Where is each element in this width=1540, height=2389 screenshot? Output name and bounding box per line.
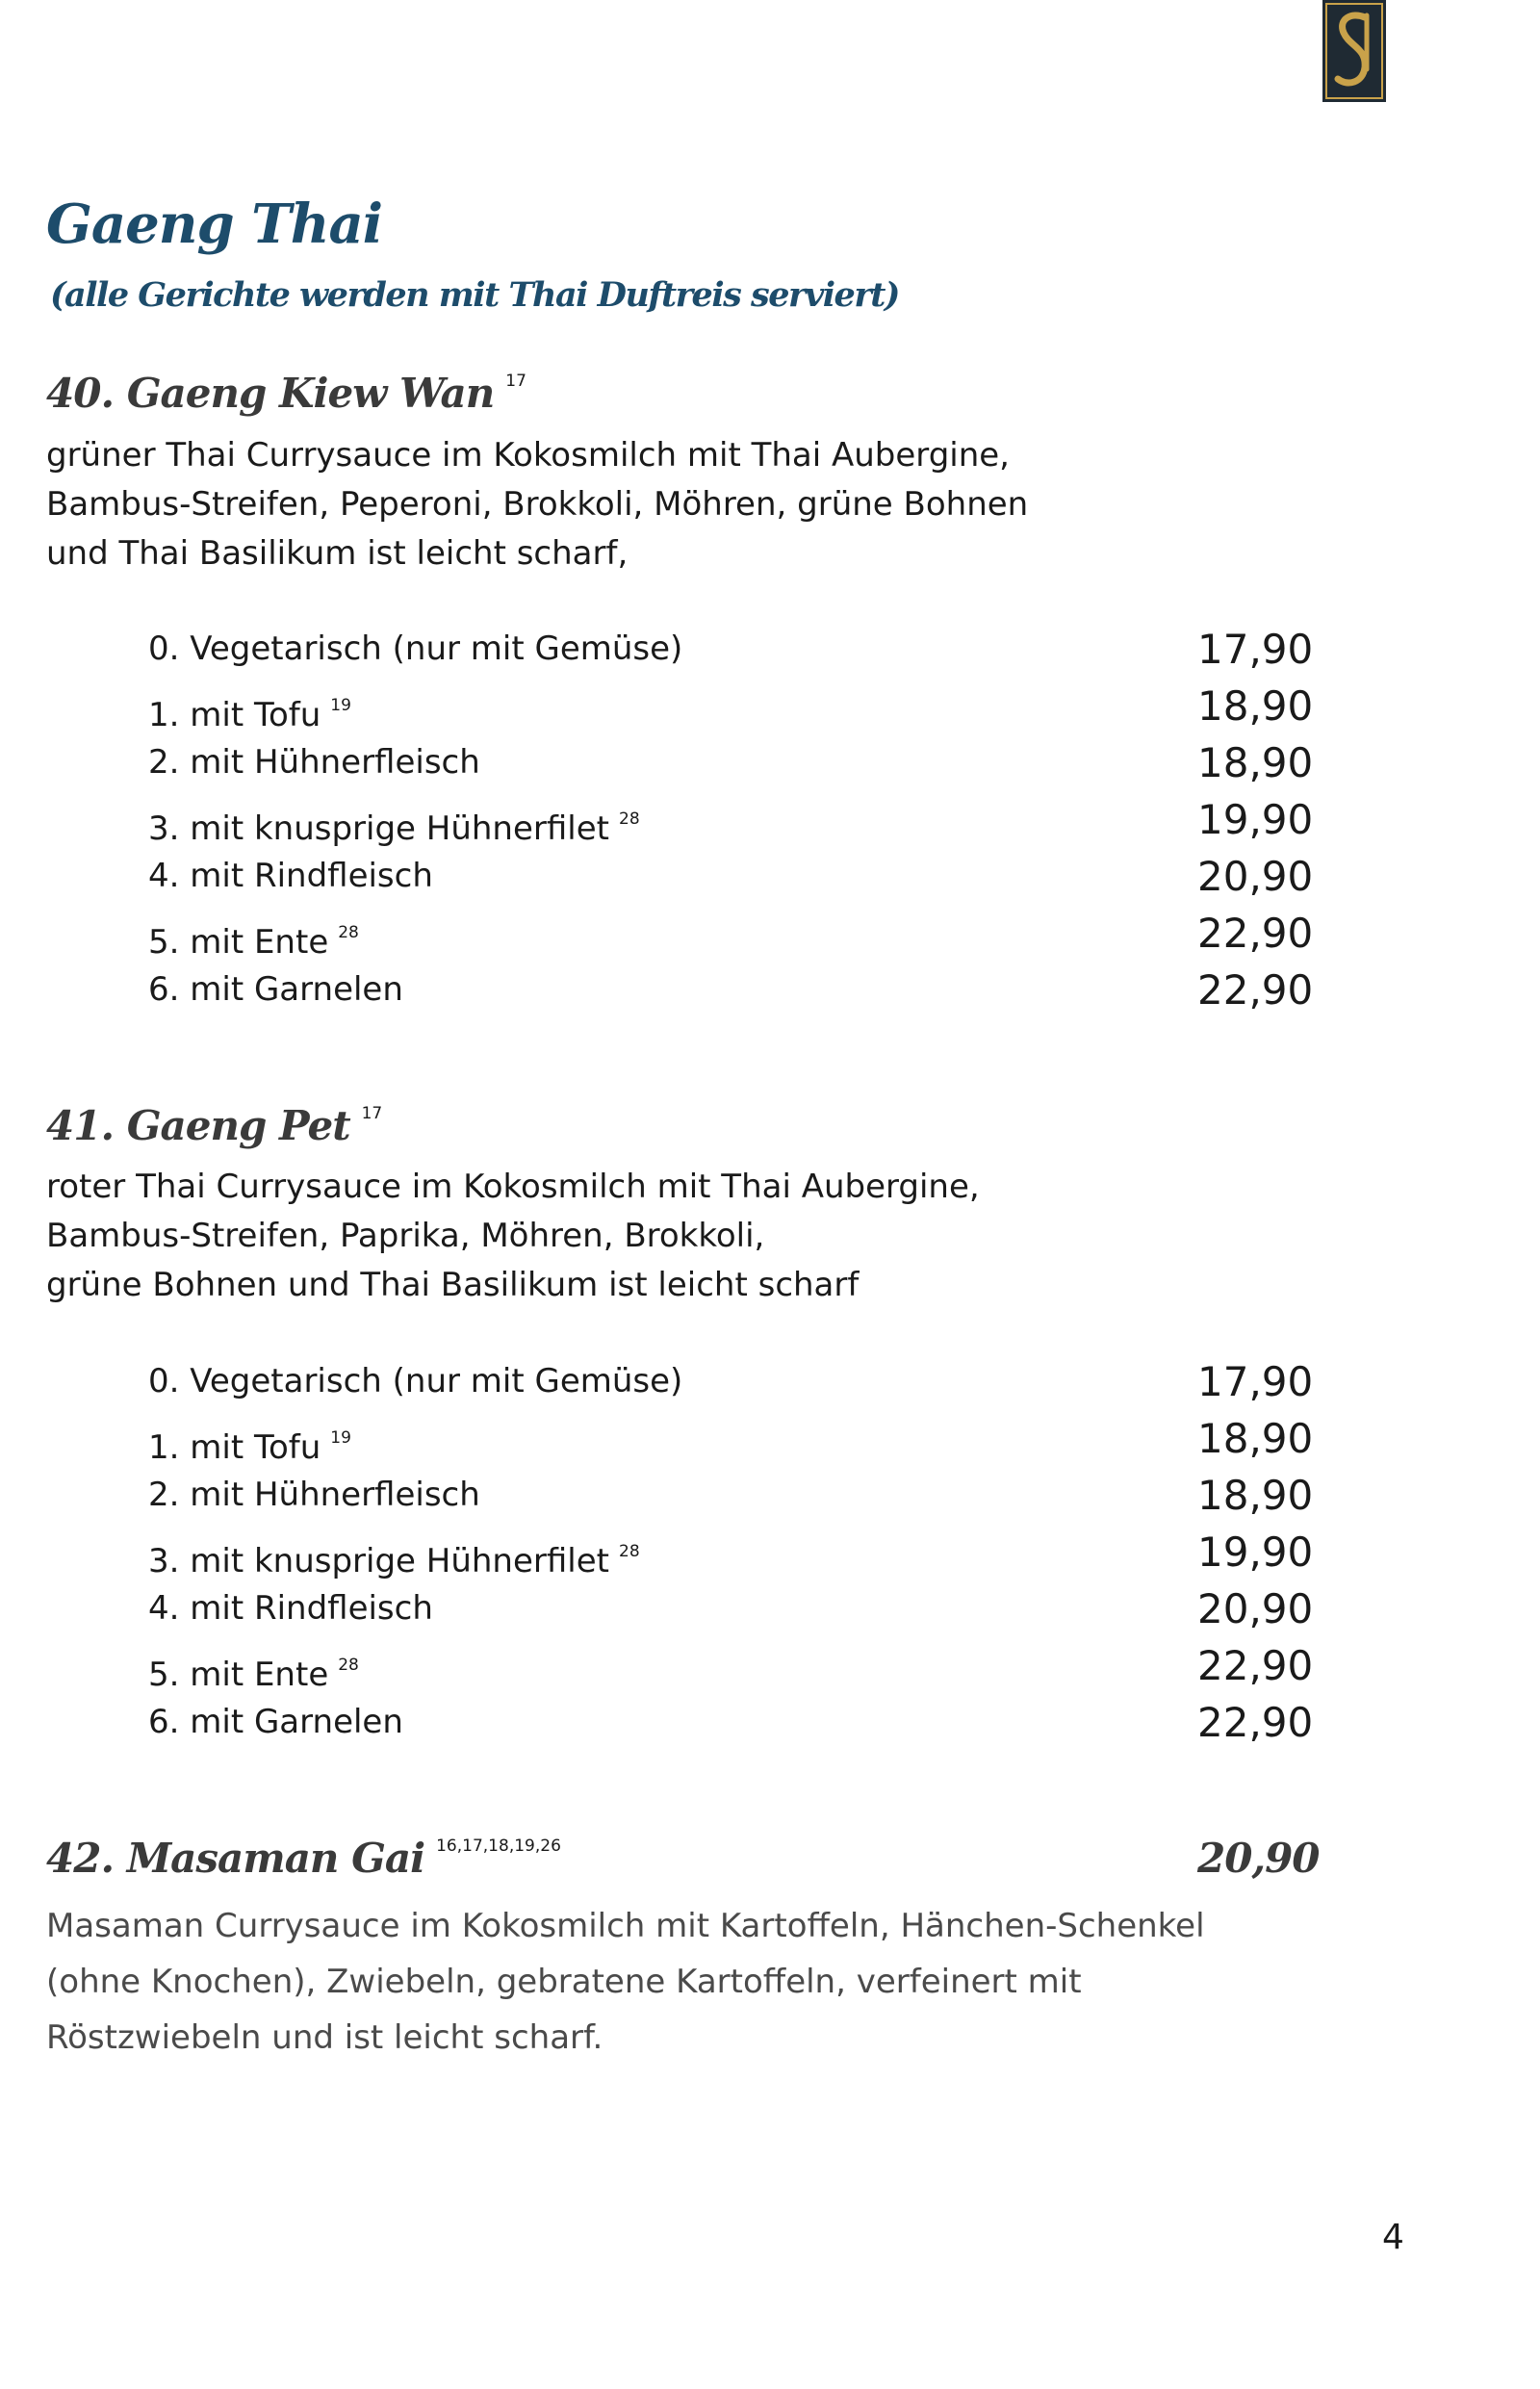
variant-row: 4. mit Rindfleisch 20,90 [0,848,1540,905]
variant-row: 1. mit Tofu $^{19}$ 18,90 [0,1410,1540,1467]
variant-price: 22,90 [1197,1642,1314,1689]
dish-description-42: Masaman Currysauce im Kokosmilch mit Kartoffeln, Hänchen-Schenkel (ohne Knochen), Zwiebeln, gebratene Kartoffeln, verfeinert mit Röstzwiebeln und ist leicht scharf. [46,1907,1205,2057]
variant-price: 17,90 [1197,1358,1314,1405]
variant-row: 3. mit knusprige Hühnerfilet $^{28}$ 19,90 [0,1524,1540,1580]
variant-price: 18,90 [1197,739,1314,786]
dish-price-42: 20,90 [1197,1835,1320,1882]
variant-row: 2. mit Hühnerfleisch 18,90 [0,734,1540,791]
restaurant-logo [1322,0,1386,102]
dish-description-40: grüner Thai Currysauce im Kokosmilch mit Thai Aubergine, Bambus-Streifen, Peperoni, Brokkoli, Möhren, grüne Bohnen und Thai Basilikum ist leicht scharf, [46,436,1029,573]
variant-price: 22,90 [1197,966,1314,1014]
variant-list-40 [0,621,1540,1018]
variant-row: 3. mit knusprige Hühnerfilet $^{28}$ 19,90 [0,791,1540,848]
page-number: 4 [1382,2218,1404,2257]
variant-price: 19,90 [1197,1528,1314,1576]
variant-row: 2. mit Hühnerfleisch 18,90 [0,1467,1540,1524]
variant-price: 17,90 [1197,626,1314,673]
dish-allergens: 16,17,18,19,26 [436,1837,561,1856]
variant-price: 19,90 [1197,796,1314,843]
variant-row: 5. mit Ente $^{28}$ 22,90 [0,1637,1540,1694]
variant-price: 18,90 [1197,1415,1314,1462]
variant-row: 6. mit Garnelen 22,90 [0,962,1540,1018]
dish-allergens: 17 [361,1104,383,1123]
dish-description-41: roter Thai Currysauce im Kokosmilch mit Thai Aubergine, Bambus-Streifen, Paprika, Möhren, Brokkoli, grüne Bohnen und Thai Basilikum ist leicht scharf [46,1168,980,1304]
variant-row: 6. mit Garnelen 22,90 [0,1694,1540,1751]
variant-price: 18,90 [1197,1472,1314,1519]
dish-title-42: 42. Masaman Gai $^{16,17,18,19,26}$ [46,1835,561,1882]
variant-price: 20,90 [1197,853,1314,900]
variant-row: 0. Vegetarisch (nur mit Gemüse) 17,90 [0,1353,1540,1410]
variant-row: 0. Vegetarisch (nur mit Gemüse) 17,90 [0,621,1540,678]
variant-row: 1. mit Tofu $^{19}$ 18,90 [0,678,1540,734]
variant-price: 22,90 [1197,1699,1314,1746]
logo-monogram-icon [1322,0,1386,102]
variant-list-41 [0,1353,1540,1751]
variant-row: 5. mit Ente $^{28}$ 22,90 [0,905,1540,962]
dish-title-40: 40. Gaeng Kiew Wan $^{17}$ [46,370,526,417]
section-title: Gaeng Thai [46,193,383,256]
dish-title-41: 41. Gaeng Pet $^{17}$ [46,1102,383,1149]
section-subtitle: (alle Gerichte werden mit Thai Duftreis serviert) [50,275,899,315]
variant-row: 4. mit Rindfleisch 20,90 [0,1580,1540,1637]
dish-allergens: 17 [505,372,526,391]
variant-price: 22,90 [1197,910,1314,957]
variant-price: 20,90 [1197,1585,1314,1632]
variant-price: 18,90 [1197,682,1314,730]
